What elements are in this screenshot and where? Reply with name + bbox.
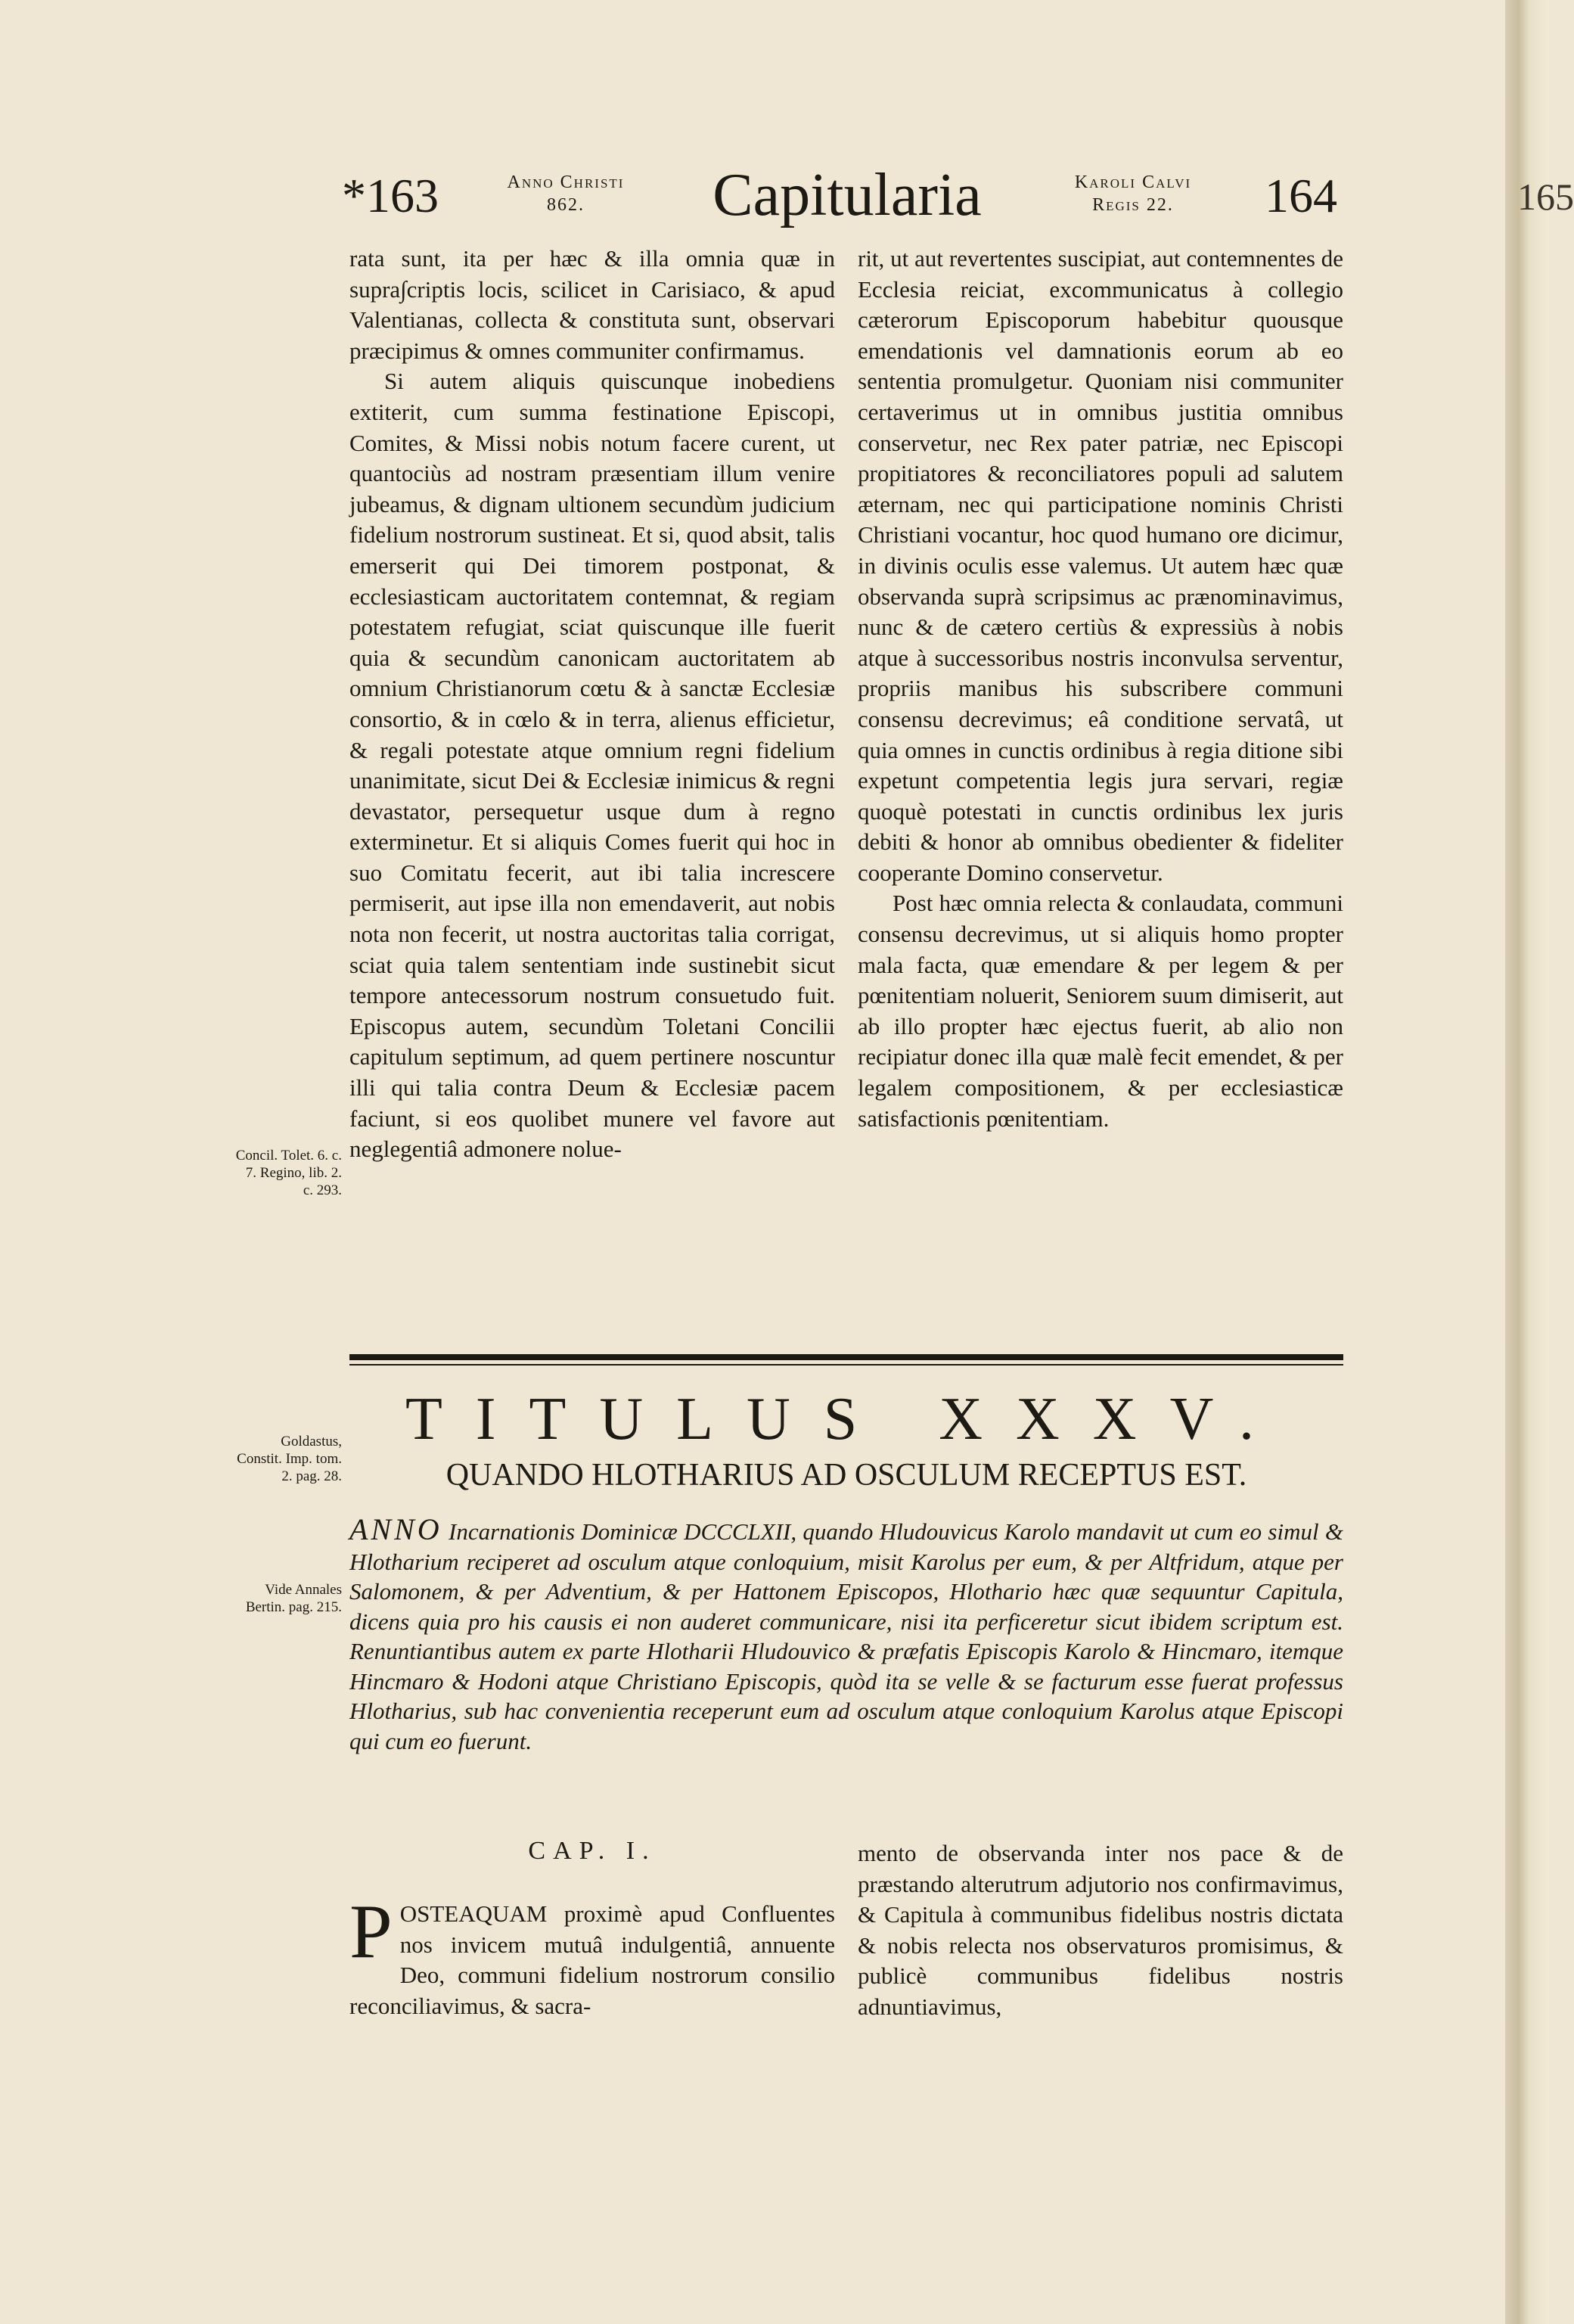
marginal-note-vide: Vide Annales Bertin. pag. 215. <box>245 1582 342 1615</box>
preamble <box>349 1512 1343 1756</box>
right-paragraph-1: rit, ut aut revertentes suscipiat, aut contemnentes de Ecclesia reiciat, excommunicatus à collegio cæterorum Episcoporum habebitur quousque emendationis vel damnationis eorum ab eo sententia promulgetur. Quoniam nisi communiter certaverimus ut in omnibus justitia omnibus conservetur, nec Rex pater patriæ, nec Episcopi propitiatores & reconciliatores populi ad salutem æternam, nec qui participatione nominis Christi Christiani vocantur, hoc quod humano ore dicimur, in divinis oculis esse valemus. Ut autem hæc quæ observanda suprà scripsimus ac prænominavimus, nunc & de cætero certiùs & expressiùs à nobis atque à successoribus nostris inconvulsa serventur, propriis manibus his subscribere communi consensu decrevimus; eâ conditione servatâ, ut quia omnes in cunctis ordinibus à regia ditione sibi expetunt competentia legis jura servari, regiæ quoquè potestati in cunctis ordinibus lex juris debiti & honor ab omnibus obedienter & fideliter cooperante Domino conservetur. <box>858 245 1343 886</box>
header-year-line2: 862. <box>547 195 585 215</box>
header-reign-line1: Karoli Calvi <box>1074 172 1192 192</box>
next-page-number: 165 <box>1517 176 1574 218</box>
right-paragraph-2: Post hæc omnia relecta & conlaudata, communi consensu decrevimus, ut si aliquis homo propter mala facta, quæ emendare & per legem & per pœnitentiam noluerit, Seniorem suum dimiserit, aut ab illo propter hæc ejectus fuerit, ab alio non recipiatur donec illa quæ malè fecit emendet, & per legalem compositionem, & per ecclesiasticæ satisfactionis pœnitentiam. <box>858 890 1343 1132</box>
titulus-subtitle: QUANDO HLOTHARIUS AD OSCULUM RECEPTUS EST. <box>446 1458 1247 1493</box>
section-rule-thin <box>349 1364 1343 1366</box>
left-column <box>349 244 835 1165</box>
marginal-note-goldast: Goldastus, Constit. Imp. tom. 2. pag. 28. <box>237 1434 342 1484</box>
header-reign-line2: Regis 22. <box>1092 195 1174 215</box>
header-year <box>475 171 657 216</box>
left-paragraph-2: Si autem aliquis quiscunque inobediens extiterit, cum summa festinatione Episcopi, Comites, & Missi nobis notum facere curent, ut quantociùs ad nostram præsentiam illum venire jubeamus, & dignam ultionem secundùm judicium fidelium nostrorum sustineat. Et si, quod absit, talis emerserit qui Dei timorem postponat, & ecclesiasticam auctoritatem contemnat, & regiam potestatem refugiat, sciat quiscunque ille fuerit quia & secundùm canonicam auctoritatem ab omnium Christianorum cœtu & à sanctæ Ecclesiæ consortio, & in cœlo & in terra, alienus efficietur, & regali potestate atque omnium regni fidelium unanimitate, sicut Dei & Ecclesiæ inimicus & regni devastator, persequetur usque dum à regno exterminetur. Et si aliquis Comes fuerit qui hoc in suo Comitatu fecerit, aut ibi talia increscere permiserit, aut ipse illa non emendaverit, aut nobis nota non fecerit, ut nostra auctoritas talia corrigat, sciat quia talem sententiam inde sustinebit sicut tempore antecessorum nostrum consuetudo fuit. Episcopus autem, secundùm Toletani Concilii capitulum septimum, ad quem pertinere noscuntur illi qui talia contra Deum & Ecclesiæ pacem faciunt, si eos quolibet munere vel favore aut neglegentiâ admonere nolue- <box>349 368 835 1163</box>
preamble-anno: ANNO <box>349 1512 442 1546</box>
left-page-number: *163 <box>342 169 439 222</box>
next-page-fragment <box>1517 0 1574 2324</box>
chapter-left-column <box>349 1889 835 2021</box>
chapter-heading: CAP. I. <box>528 1837 657 1865</box>
drop-cap: P <box>349 1889 393 1974</box>
marginal-note-concil: Concil. Tolet. 6. c. 7. Regino, lib. 2. c. 293. <box>235 1148 342 1198</box>
preamble-text: Incarnationis Dominicæ DCCCLXII, quando Hludouvicus Karolo mandavit ut cum eo simul & Hlotharium reciperet ad osculum atque conloquium, misit Karolus per eum, & per Altfridum, atque per Salomonem, & per Adventium, & per Hattonem Episcopos, Hlothario hæc quæ sequuntur Capitula, dicens quia pro his causis ei non auderet communicare, nisi ita perficeretur sicut ibidem scriptum est. Renuntiantibus autem ex parte Hlotharii Hludouvico & præfatis Episcopis Karolo & Hincmaro, itemque Hincmaro & Hodoni atque Christiano Episcopis, quòd ita se velle & se facturum esse fuerat professus Hlotharius, sub hac convenientia receperunt eum ad osculum atque conloquium Karolus atque Episcopi qui cum eo fuerunt. <box>349 1518 1343 1754</box>
left-paragraph-1: rata sunt, ita per hæc & illa omnia quæ in supra∫criptis locis, scilicet in Carisiaco, & apud Valentianas, collecta & constituta sunt, observari præcipimus & omnes communiter confirmamus. <box>349 245 835 364</box>
header-year-line1: Anno Christi <box>507 172 625 192</box>
chapter-left-text: proximè apud Confluentes nos invicem mutuâ indulgentiâ, annuente Deo, communi fidelium nostrorum consilio reconciliavimus, & sacra- <box>349 1900 835 2019</box>
chapter-first-word: OSTEAQUAM <box>399 1900 548 1927</box>
chapter-right-column: mento de observanda inter nos pace & de præstando alterutrum adjutorio nos confirmavimus, & Capitula à communibus fidelibus nostris dictata & nobis relecta nos observaturos promisimus, & publicè communibus fidelibus nostris adnuntiavimus, <box>858 1840 1343 2020</box>
page-title: Capitularia <box>712 162 982 228</box>
header-reign <box>1042 171 1224 216</box>
section-rule-thick <box>349 1354 1343 1360</box>
right-column <box>858 244 1343 1134</box>
right-page-number: 164 <box>1265 169 1337 222</box>
titulus-heading: TITULUS XXXV. <box>405 1386 1288 1452</box>
